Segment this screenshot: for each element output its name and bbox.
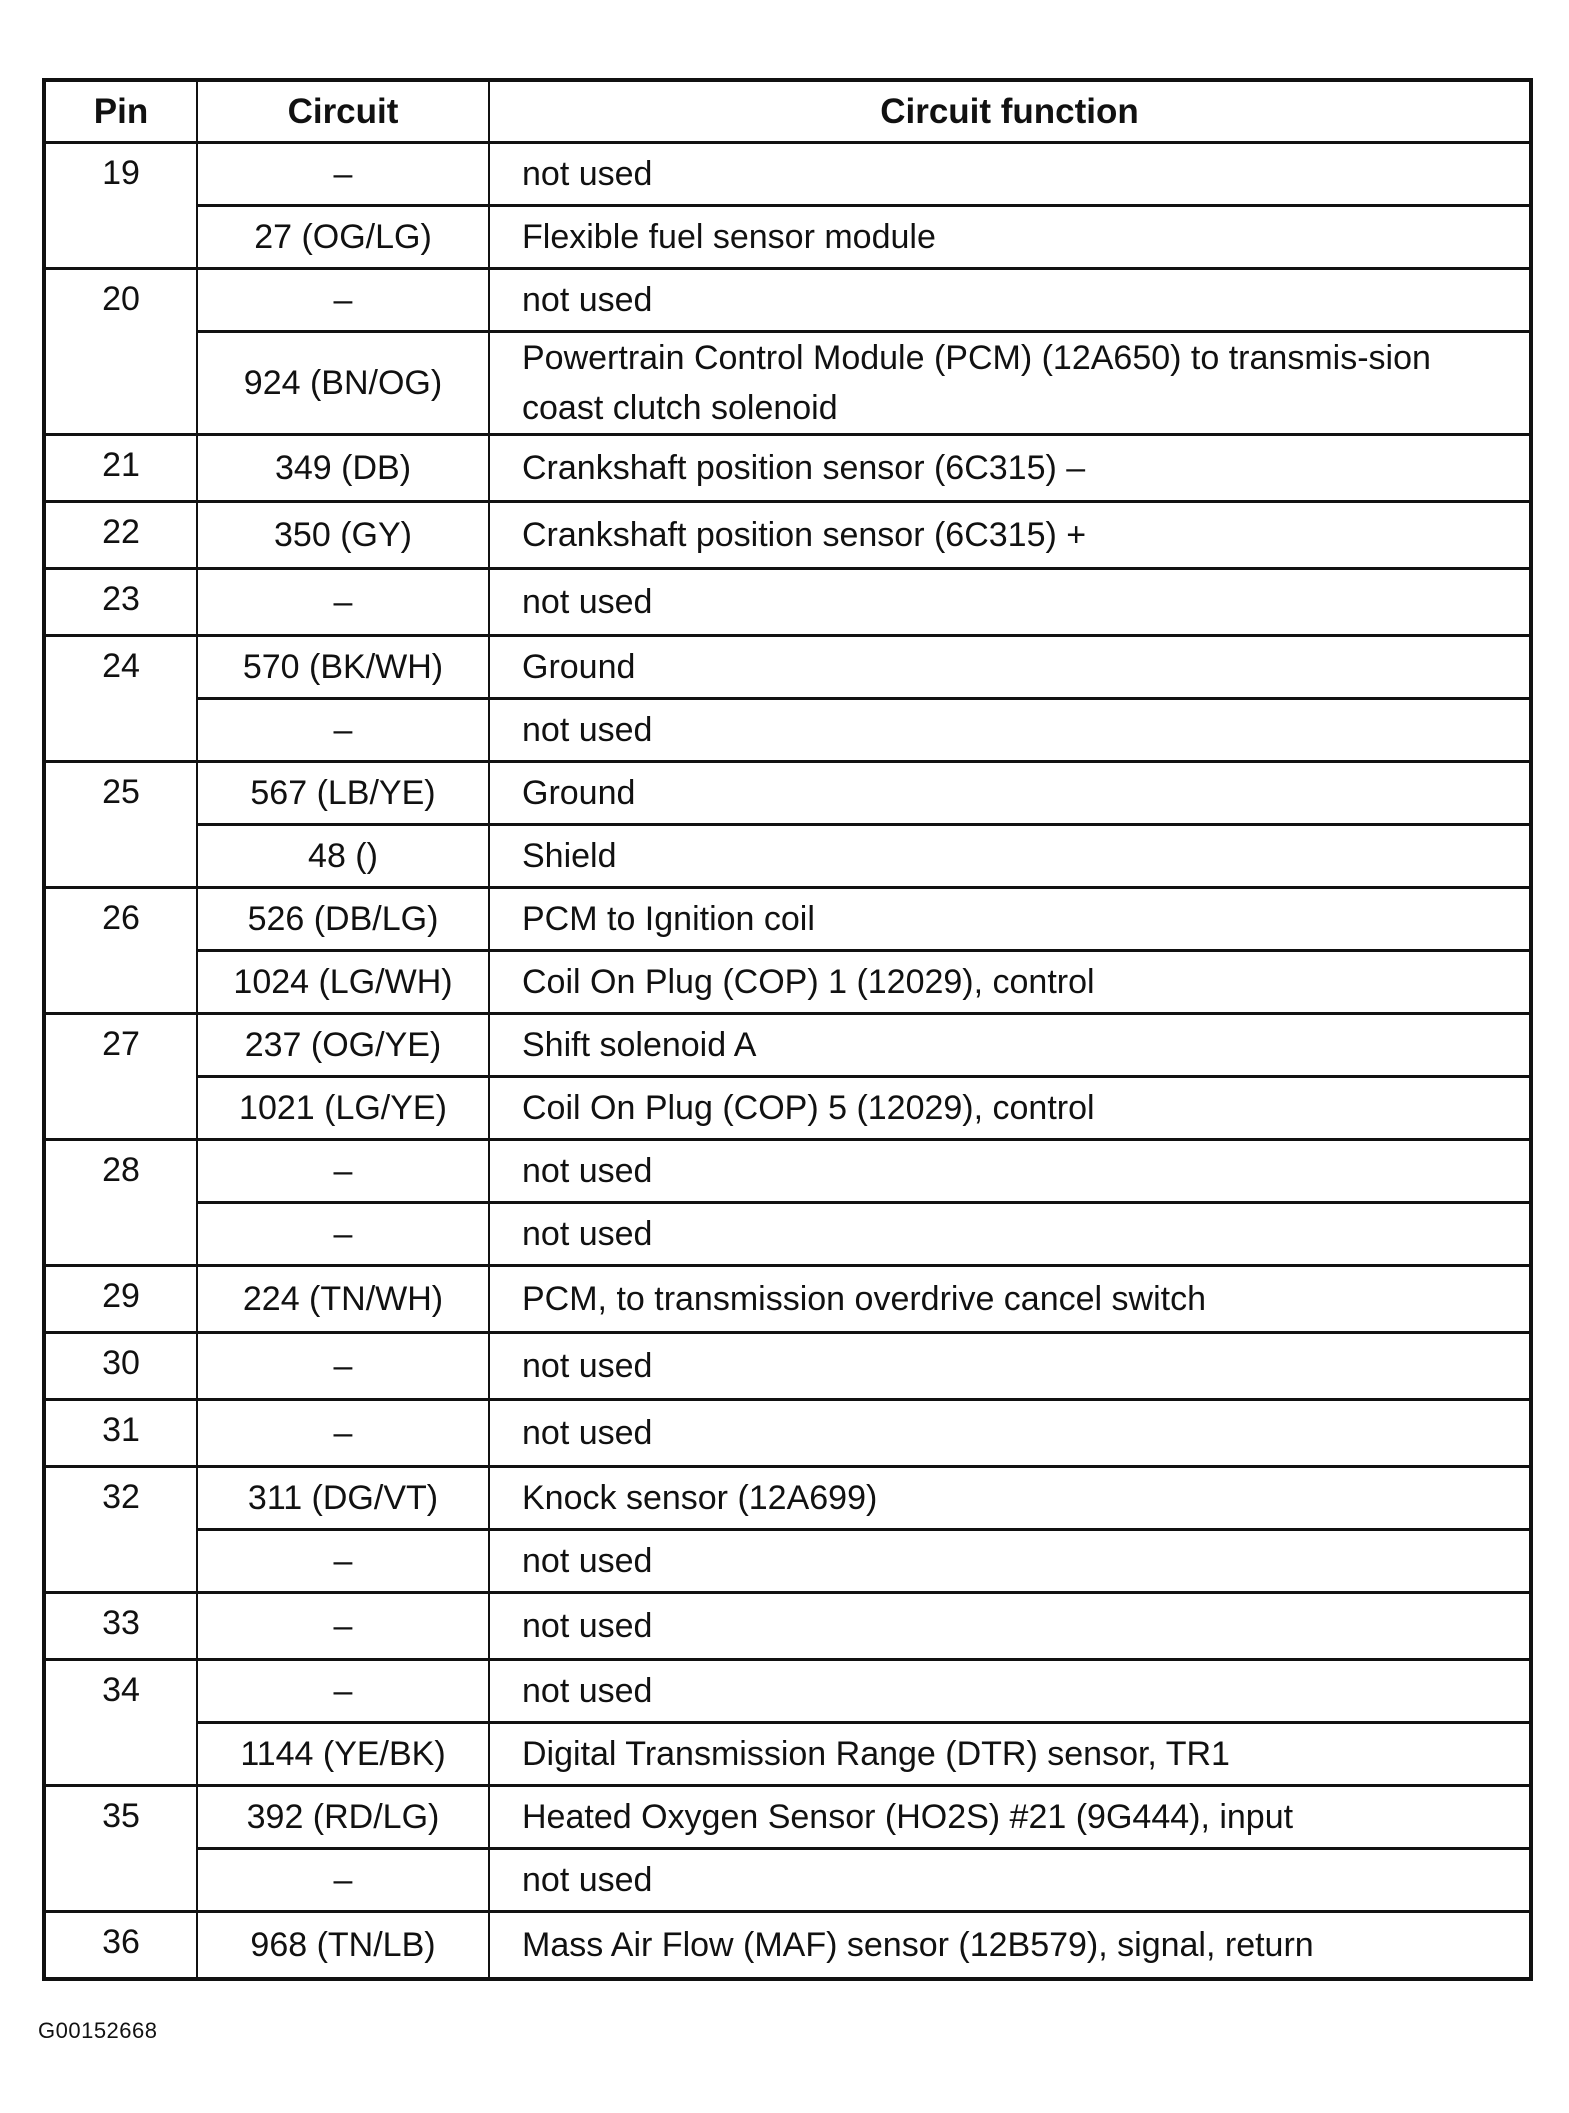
- table-row: [44, 206, 1531, 269]
- circuit-function-cell: Heated Oxygen Sensor (HO2S) #21 (9G444), input: [489, 1786, 1531, 1849]
- table-row: [44, 1077, 1531, 1140]
- circuit-cell: –: [197, 569, 489, 636]
- circuit-function-cell: Coil On Plug (COP) 5 (12029), control: [489, 1077, 1531, 1140]
- pin-cell: 27: [44, 1014, 197, 1140]
- table-row: [44, 825, 1531, 888]
- circuit-function-cell: not used: [489, 699, 1531, 762]
- circuit-function-cell: Ground: [489, 636, 1531, 699]
- pin-cell: 36: [44, 1912, 197, 1980]
- table-row: [44, 888, 1531, 951]
- circuit-function-cell: not used: [489, 1333, 1531, 1400]
- table-row: [44, 1140, 1531, 1203]
- table-row: [44, 435, 1531, 502]
- table-row: [44, 269, 1531, 332]
- circuit-function-cell: Crankshaft position sensor (6C315) –: [489, 435, 1531, 502]
- pin-cell: 21: [44, 435, 197, 502]
- circuit-cell: –: [197, 699, 489, 762]
- pin-cell: 32: [44, 1467, 197, 1593]
- header-pin: Pin: [44, 80, 197, 143]
- table-row: [44, 1203, 1531, 1266]
- circuit-function-cell: not used: [489, 1849, 1531, 1912]
- pin-cell: 19: [44, 143, 197, 269]
- pin-cell: 33: [44, 1593, 197, 1660]
- pin-circuit-table: [42, 78, 1533, 1981]
- circuit-cell: –: [197, 1140, 489, 1203]
- pin-cell: 20: [44, 269, 197, 435]
- table-row: [44, 951, 1531, 1014]
- table-row: [44, 636, 1531, 699]
- circuit-cell: 311 (DG/VT): [197, 1467, 489, 1530]
- circuit-function-cell: Shift solenoid A: [489, 1014, 1531, 1077]
- circuit-cell: –: [197, 1530, 489, 1593]
- circuit-function-cell: not used: [489, 1140, 1531, 1203]
- circuit-function-cell: Powertrain Control Module (PCM) (12A650) to transmis-sion coast clutch solenoid: [489, 332, 1531, 435]
- circuit-cell: –: [197, 1660, 489, 1723]
- circuit-cell: 237 (OG/YE): [197, 1014, 489, 1077]
- circuit-function-cell: not used: [489, 1400, 1531, 1467]
- circuit-cell: 27 (OG/LG): [197, 206, 489, 269]
- pin-cell: 29: [44, 1266, 197, 1333]
- pin-cell: 25: [44, 762, 197, 888]
- table-row: [44, 1660, 1531, 1723]
- circuit-function-cell: not used: [489, 1203, 1531, 1266]
- circuit-function-cell: PCM to Ignition coil: [489, 888, 1531, 951]
- circuit-function-cell: Shield: [489, 825, 1531, 888]
- circuit-cell: 526 (DB/LG): [197, 888, 489, 951]
- circuit-function-cell: Coil On Plug (COP) 1 (12029), control: [489, 951, 1531, 1014]
- table-row: [44, 1467, 1531, 1530]
- pin-cell: 31: [44, 1400, 197, 1467]
- circuit-function-cell: Flexible fuel sensor module: [489, 206, 1531, 269]
- table-row: [44, 569, 1531, 636]
- circuit-function-cell: not used: [489, 269, 1531, 332]
- circuit-cell: 350 (GY): [197, 502, 489, 569]
- table-row: [44, 502, 1531, 569]
- header-row: [44, 80, 1531, 143]
- pin-cell: 22: [44, 502, 197, 569]
- circuit-cell: –: [197, 1849, 489, 1912]
- pin-cell: 26: [44, 888, 197, 1014]
- table-row: [44, 1786, 1531, 1849]
- circuit-function-cell: Knock sensor (12A699): [489, 1467, 1531, 1530]
- pin-cell: 35: [44, 1786, 197, 1912]
- circuit-cell: 48 (): [197, 825, 489, 888]
- circuit-cell: 570 (BK/WH): [197, 636, 489, 699]
- circuit-cell: –: [197, 143, 489, 206]
- header-circuit-function: Circuit function: [489, 80, 1531, 143]
- pin-cell: 28: [44, 1140, 197, 1266]
- circuit-cell: –: [197, 269, 489, 332]
- circuit-cell: –: [197, 1593, 489, 1660]
- pin-cell: 30: [44, 1333, 197, 1400]
- circuit-cell: 1021 (LG/YE): [197, 1077, 489, 1140]
- circuit-cell: 349 (DB): [197, 435, 489, 502]
- circuit-function-cell: not used: [489, 569, 1531, 636]
- circuit-function-cell: PCM, to transmission overdrive cancel switch: [489, 1266, 1531, 1333]
- circuit-cell: 1024 (LG/WH): [197, 951, 489, 1014]
- circuit-function-cell: not used: [489, 1660, 1531, 1723]
- circuit-function-cell: Ground: [489, 762, 1531, 825]
- header-circuit: Circuit: [197, 80, 489, 143]
- circuit-function-cell: not used: [489, 1593, 1531, 1660]
- pin-cell: 23: [44, 569, 197, 636]
- circuit-cell: –: [197, 1400, 489, 1467]
- table-row: [44, 1400, 1531, 1467]
- pin-cell: 24: [44, 636, 197, 762]
- table-row: [44, 762, 1531, 825]
- table-row: [44, 1593, 1531, 1660]
- circuit-cell: –: [197, 1203, 489, 1266]
- circuit-cell: –: [197, 1333, 489, 1400]
- table-row: [44, 332, 1531, 435]
- circuit-function-cell: Crankshaft position sensor (6C315) +: [489, 502, 1531, 569]
- table-row: [44, 1530, 1531, 1593]
- table-row: [44, 143, 1531, 206]
- circuit-function-cell: Mass Air Flow (MAF) sensor (12B579), signal, return: [489, 1912, 1531, 1980]
- figure-id: G00152668: [38, 2018, 158, 2043]
- pin-cell: 34: [44, 1660, 197, 1786]
- circuit-cell: 924 (BN/OG): [197, 332, 489, 435]
- table-body: [44, 143, 1531, 1980]
- circuit-function-cell: Digital Transmission Range (DTR) sensor, TR1: [489, 1723, 1531, 1786]
- circuit-function-cell: not used: [489, 143, 1531, 206]
- circuit-cell: 968 (TN/LB): [197, 1912, 489, 1980]
- table-row: [44, 1912, 1531, 1980]
- circuit-cell: 567 (LB/YE): [197, 762, 489, 825]
- table-row: [44, 1723, 1531, 1786]
- circuit-cell: 392 (RD/LG): [197, 1786, 489, 1849]
- table-row: [44, 1849, 1531, 1912]
- table-row: [44, 699, 1531, 762]
- table-row: [44, 1014, 1531, 1077]
- table-row: [44, 1333, 1531, 1400]
- table-row: [44, 1266, 1531, 1333]
- circuit-cell: 1144 (YE/BK): [197, 1723, 489, 1786]
- circuit-function-cell: not used: [489, 1530, 1531, 1593]
- circuit-cell: 224 (TN/WH): [197, 1266, 489, 1333]
